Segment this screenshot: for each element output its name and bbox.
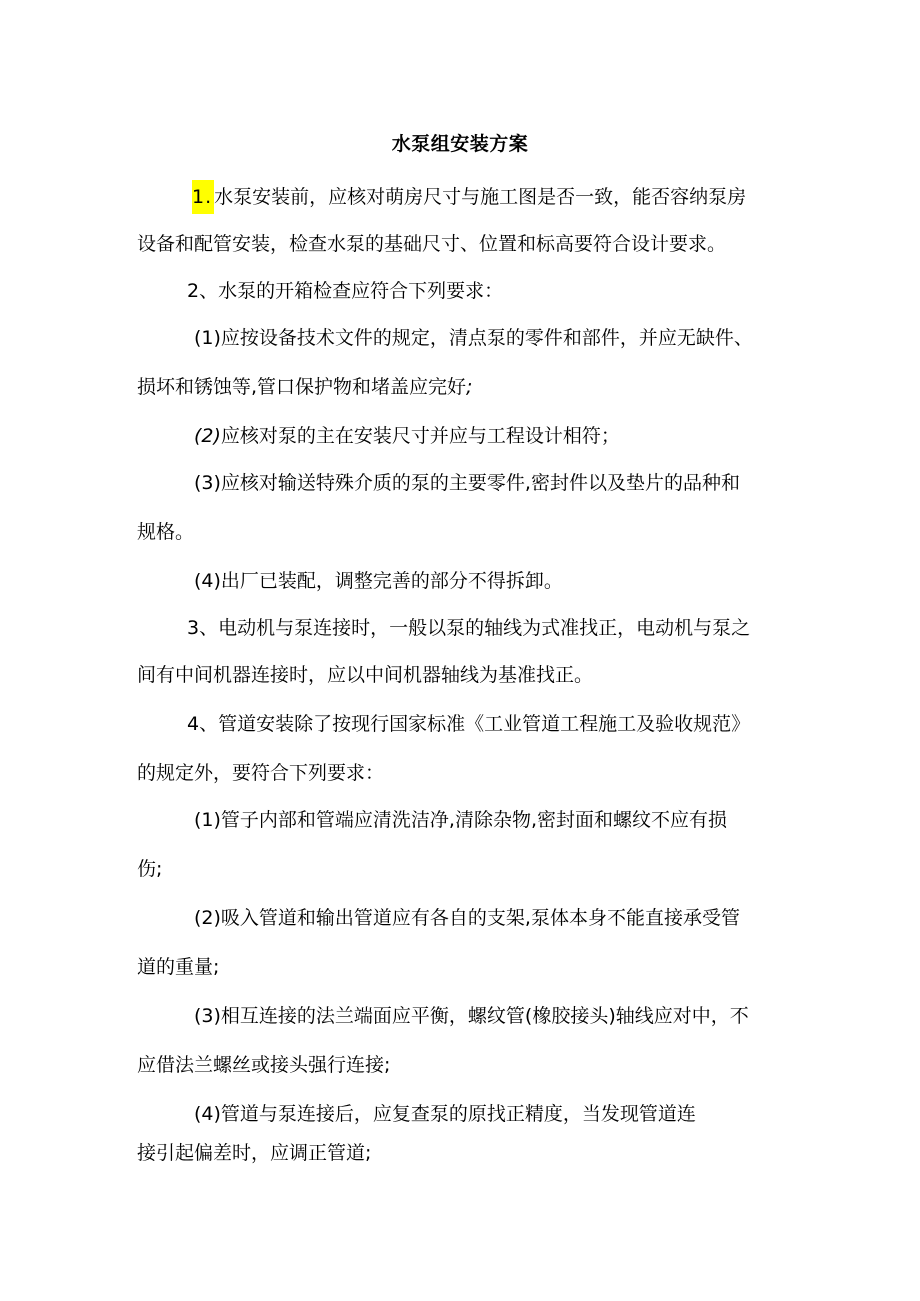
- paragraph-2: 2、水泵的开箱检查应符合下列要求：: [187, 280, 504, 302]
- document-title: 水泵组安装方案: [391, 133, 529, 155]
- paragraph-3-line-2: 间有中间机器连接时，应以中间机器轴线为基准找正。: [137, 664, 594, 686]
- item-2-3-line-1: (3)应核对输送特殊介质的泵的主要零件,密封件以及垫片的品种和: [194, 472, 740, 494]
- item-2-1-text: 损坏和锈蚀等,管口保护物和堵盖应完好: [137, 376, 467, 398]
- item-2-2-text: 应核对泵的主在安装尺寸并应与工程设计相符；: [220, 425, 620, 447]
- item-4-1-line-2: 伤;: [137, 858, 163, 880]
- item-2-2: [194, 423, 620, 449]
- paragraph-4-line-1: 4、管道安装除了按现行国家标准《工业管道工程施工及验收规范》: [187, 713, 751, 735]
- highlighted-item-number: 1.: [192, 180, 214, 214]
- paragraph-3-line-1: 3、电动机与泵连接时，一般以泵的轴线为式准找正，电动机与泵之: [187, 617, 751, 639]
- item-2-1-line-1: (1)应按设备技术文件的规定，清点泵的零件和部件，并应无缺件、: [194, 327, 753, 349]
- item-4-1-line-1: (1)管子内部和管端应清洗洁净,清除杂物,密封面和螺纹不应有损: [194, 809, 727, 831]
- item-2-1-semicolon: ;: [466, 376, 473, 398]
- paragraph-1-line-1: [194, 180, 746, 214]
- paragraph-1-line-2: 设备和配管安装，检查水泵的基础尺寸、位置和标高要符合设计要求。: [137, 233, 727, 255]
- item-4-4-line-2: 接引起偏差时，应调正管道;: [137, 1142, 372, 1164]
- paragraph-1-text: 水泵安装前，应核对萌房尺寸与施工图是否一致，能否容纳泵房: [214, 186, 747, 208]
- item-2-1-line-2: [137, 374, 472, 400]
- item-4-2-line-1: (2)吸入管道和输出管道应有各自的支架,泵体本身不能直接承受管: [194, 907, 740, 929]
- item-4-4-line-1: (4)管道与泵连接后，应复查泵的原找正精度，当发现管道连: [194, 1103, 696, 1125]
- item-4-3-line-1: (3)相互连接的法兰端面应平衡，螺纹管(橡胶接头)轴线应对中，不: [194, 1005, 749, 1027]
- item-4-3-line-2: 应借法兰螺丝或接头强行连接;: [137, 1054, 391, 1076]
- item-4-2-line-2: 道的重量;: [137, 956, 220, 978]
- item-2-3-line-2: 规格。: [137, 521, 195, 543]
- item-2-2-number: (2): [194, 425, 221, 447]
- item-2-4: (4)出厂已装配，调整完善的部分不得拆卸。: [194, 570, 563, 592]
- paragraph-4-line-2: 的规定外，要符合下列要求：: [137, 762, 385, 784]
